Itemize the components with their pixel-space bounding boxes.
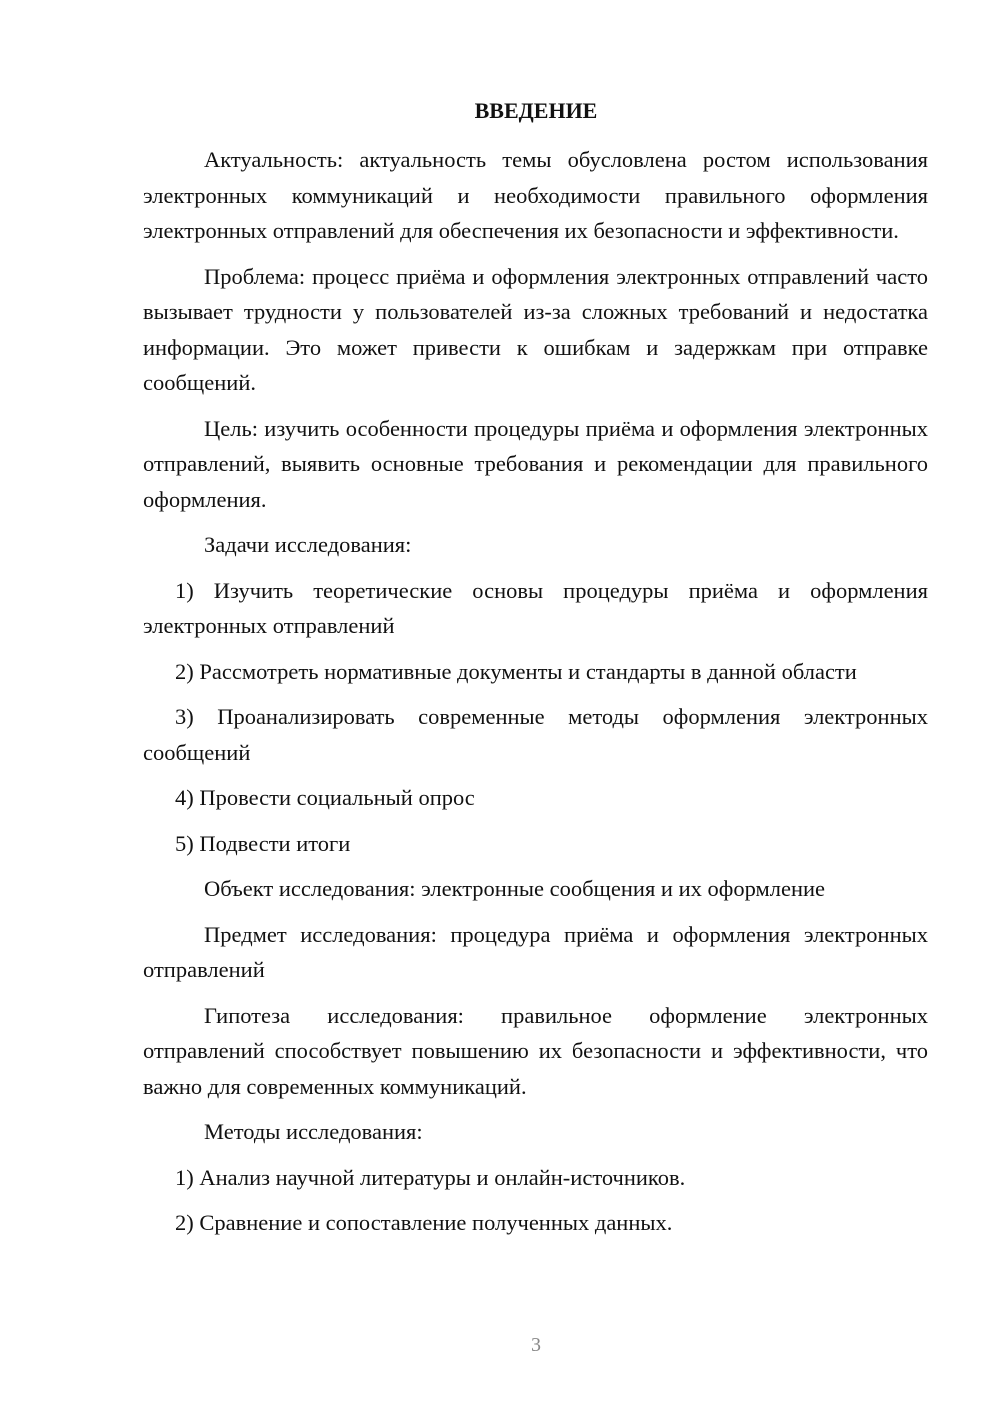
task-item-2: 2) Рассмотреть нормативные документы и стандарты в данной области: [175, 658, 857, 684]
task-item-3: 3) Проанализировать современные методы оформления электронных сообщений: [143, 704, 928, 765]
task-item-4: 4) Провести социальный опрос: [175, 785, 475, 810]
task-item-5: 5) Подвести итоги: [175, 830, 351, 856]
method-item-2: 2) Сравнение и сопоставление полученных данных.: [175, 1210, 673, 1235]
task-item-1: 1) Изучить теоретические основы процедуры приёма и оформления электронных отправлений: [143, 577, 928, 638]
paragraph-subject: Предмет исследования: процедура приёма и оформления электронных отправлений: [143, 921, 928, 982]
methods-heading: Методы исследования:: [204, 1119, 423, 1144]
paragraph-problem: Проблема: процесс приёма и оформления электронных отправлений часто вызывает трудности у пользователей из-за сложных требований и недостатка информации. Это может привести к ошибкам и задержкам при отправке сообщений.: [143, 263, 928, 395]
page-number: 3: [531, 1334, 541, 1356]
tasks-heading: Задачи исследования:: [204, 532, 412, 557]
paragraph-hypothesis: Гипотеза исследования: правильное оформление электронных отправлений способствует повышению их безопасности и эффективности, что важно для современных коммуникаций.: [143, 1002, 928, 1099]
page-title: ВВЕДЕНИЕ: [474, 98, 598, 123]
paragraph-relevance: Актуальность: актуальность темы обусловлена ростом использования электронных коммуникаций и необходимости правильного оформления электронных отправлений для обеспечения их безопасности и эффективности.: [143, 147, 928, 243]
method-item-1: 1) Анализ научной литературы и онлайн-источников.: [175, 1164, 686, 1190]
body-text: [143, 142, 928, 1251]
paragraph-goal: Цель: изучить особенности процедуры приёма и оформления электронных отправлений, выявить основные требования и рекомендации для правильного оформления.: [143, 415, 928, 512]
paragraph-object: Объект исследования: электронные сообщения и их оформление: [204, 876, 826, 901]
